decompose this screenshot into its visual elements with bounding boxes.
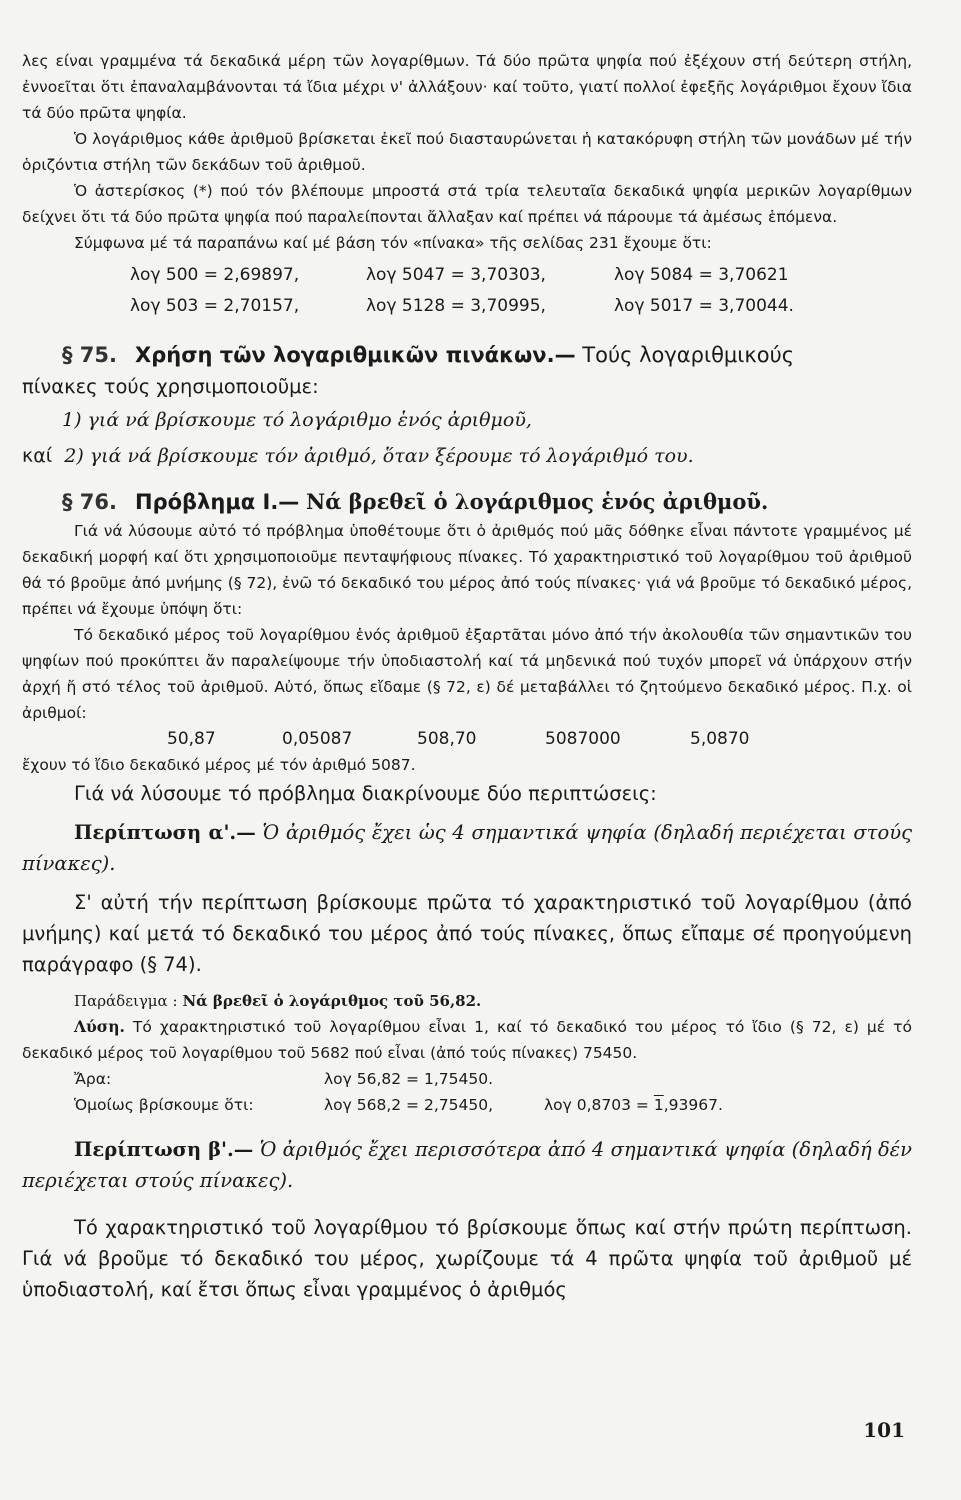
section-76-paragraph-2: Τό δεκαδικό μέρος τοῦ λογαρίθμου ἑνός ἀριθμοῦ ἐξαρτᾶται μόνο ἀπό τήν ἀκολουθία τῶν σημαντικῶν του ψηφίων πού προκύπτει ἄν παραλείψουμε τήν ὑποδιαστολή καί τά μηδενικά πού τυχόν μπορεῖ νά ὑπάρχουν στήν ἀρχή ἤ στό τέλος τοῦ ἀριθμοῦ. Αὐτό, ὅπως εἴδαμε (§ 72, ε) δέ μεταβάλλει τό ζητούμενο δεκαδικό μέρος. Π.χ. οἱ ἀριθμοί: [22,626,912,722]
intro-paragraph-1: λες είναι γραμμένα τά δεκαδικά μέρη τῶν λογαρίθμων. Τά δύο πρῶτα ψηφία πού ἐξέχουν στή δεύτερη στήλη, ἐννοεῖται ὅτι ἐπαναλαμβάνονται τά ἴδια μέχρι ν' ἀλλάξουν· καί τοῦτο, γιατί πολλοί ἐφεξῆς λογάριθμοι ἔχουν ἴδια τά δύο πρῶτα ψηφία. [22,52,912,122]
log-examples [22,260,912,322]
number: 508,70 [417,729,477,749]
ara-line [22,1066,912,1092]
section-number: § 75. [62,343,118,367]
log-value: λογ 503 = 2,70157, [130,296,300,316]
section-75-heading [22,340,912,371]
section-75-line2: πίνακες τούς χρησιμοποιοῦμε: [22,375,319,398]
solution-label: Λύση. [74,1017,125,1036]
negative-characteristic: 1 [653,1096,664,1114]
case-b-heading [22,1134,912,1196]
case-a-heading [22,817,912,879]
similar-value-1: λογ 568,2 = 2,75450, [324,1096,493,1114]
section-76-paragraph-1: Γιά νά λύσουμε αὐτό τό πρόβλημα ὑποθέτουμε ὅτι ὁ ἀριθμός πού μᾶς δόθηκε εἶναι πάντοτε γραμμένος μέ δεκαδική μορφή καί ὅτι χρησιμοποιοῦμε πενταψήφιους πίνακες. Τό χαρακτηριστικό τοῦ λογαρίθμου τοῦ ἀριθμοῦ θά τό βροῦμε ἀπό μνήμης (§ 72), ἐνῶ τό δεκαδικό του μέρος ἀπό τούς πίνακες· γιά νά βροῦμε τό δεκαδικό μέρος, πρέπει νά ἔχουμε ὑπόψη ὅτι: [22,522,912,618]
log-value: λογ 5047 = 3,70303, [366,265,546,285]
solution-paragraph [22,1014,912,1066]
section-title: Πρόβλημα Ι.— [135,490,300,514]
case-a-title: Ὁ ἀριθμός ἔχει ὡς 4 σημαντικά ψηφία (δηλαδή περιέχεται στούς πίνακες). [22,821,912,875]
log-value: λογ 5128 = 3,70995, [366,296,546,316]
list-item [22,402,912,438]
section-76-paragraph-4: Γιά νά λύσουμε τό πρόβλημα διακρίνουμε δύο περιπτώσεις: [74,782,657,805]
section-title-rest: Τούς λογαριθμικούς [582,343,795,367]
case-a-body: Σ' αὐτή τήν περίπτωση βρίσκουμε πρῶτα τό χαρακτηριστικό τοῦ λογαρίθμου (ἀπό μνήμης) καί μετά τό δεκαδικό του μέρος ἀπό τούς πίνακες, ὅπως εἴπαμε σέ προηγούμενη παράγραφο (§ 74). [22,891,912,976]
section-number: § 76. [62,490,118,514]
case-a-label: Περίπτωση α'.— [74,821,256,844]
log-value: λογ 5084 = 3,70621 [614,265,789,285]
similar-line [22,1092,912,1118]
usage-list [22,402,912,474]
list-item-2-prefix: καί [22,445,53,467]
example-label: Παράδειγμα : [74,992,178,1010]
log-value: λογ 500 = 2,69897, [130,265,300,285]
log-value: λογ 5017 = 3,70044. [614,296,794,316]
intro-paragraph-3: Ὁ ἀστερίσκος (*) πού τόν βλέπουμε μπροστά στά τρία τελευταῖα δεκαδικά ψηφία μερικῶν λογαρίθμων δείχνει ὅτι τά δύο πρῶτα ψηφία πού παραλείπονται ἄλλαξαν καί πρέπει νά πάρουμε τά ἀμέσως ἑπόμενα. [22,182,912,226]
example-text: Νά βρεθεῖ ὁ λογάριθμος τοῦ 56,82. [182,992,482,1010]
section-title-rest: Νά βρεθεῖ ὁ λογάριθμος ἑνός ἀριθμοῦ. [306,489,769,514]
number: 5,0870 [690,729,750,749]
similar-label: Ὁμοίως βρίσκουμε ὅτι: [74,1096,254,1114]
log-row [22,291,912,322]
list-item-1: 1) γιά νά βρίσκουμε τό λογάριθμο ἑνός ἀριθμοῦ, [62,409,532,431]
number: 50,87 [167,729,216,749]
ara-value: λογ 56,82 = 1,75450. [324,1070,493,1088]
number: 0,05087 [282,729,353,749]
list-item-2: 2) γιά νά βρίσκουμε τόν ἀριθμό, ὅταν ξέρουμε τό λογάριθμό του. [64,445,694,467]
log-row [22,260,912,291]
list-item [22,438,912,474]
section-76-heading [22,486,912,518]
case-b-body: Τό χαρακτηριστικό τοῦ λογαρίθμου τό βρίσκουμε ὅπως καί στήν πρώτη περίπτωση. Γιά νά βροῦμε τό δεκαδικό του μέρος, χωρίζουμε τά 4 πρῶτα ψηφία τοῦ ἀριθμοῦ μέ ὑποδιαστολή, καί ἔτσι ὅπως εἶναι γραμμένος ὁ ἀριθμός [22,1216,912,1301]
section-76-paragraph-3: ἔχουν τό ἴδιο δεκαδικό μέρος μέ τόν ἀριθμό 5087. [22,756,416,774]
case-b-title: Ὁ ἀριθμός ἔχει περισσότερα ἀπό 4 σημαντικά ψηφία (δηλαδή δέν περιέχεται στούς πίνακες). [22,1138,912,1192]
case-b-label: Περίπτωση β'.— [74,1138,254,1161]
section-title: Χρήση τῶν λογαριθμικῶν πινάκων.— [135,343,576,367]
example-line [22,988,912,1014]
intro-paragraph-4: Σύμφωνα μέ τά παραπάνω καί μέ βάση τόν «πίνακα» τῆς σελίδας 231 ἔχουμε ὅτι: [74,234,712,252]
intro-paragraph-2: Ὁ λογάριθμος κάθε ἀριθμοῦ βρίσκεται ἐκεῖ πού διασταυρώνεται ἡ κατακόρυφη στήλη τῶν μονάδων μέ τήν ὁριζόντια στήλη τῶν δεκάδων τοῦ ἀριθμοῦ. [22,130,912,174]
example-numbers [22,726,912,752]
page-number: 101 [863,1418,905,1442]
solution-text: Τό χαρακτηριστικό τοῦ λογαρίθμου εἶναι 1, καί τό δεκαδικό του μέρος τό ἴδιο (§ 72, ε) μέ τό δεκαδικό μέρος τοῦ λογαρίθμου τοῦ 5682 πού εἶναι (ἀπό τούς πίνακες) 75450. [22,1018,912,1062]
book-page [22,48,912,1305]
similar-value-2: λογ 0,8703 = 1,93967. [544,1096,723,1114]
ara-label: Ἄρα: [74,1070,112,1088]
number: 5087000 [545,729,621,749]
